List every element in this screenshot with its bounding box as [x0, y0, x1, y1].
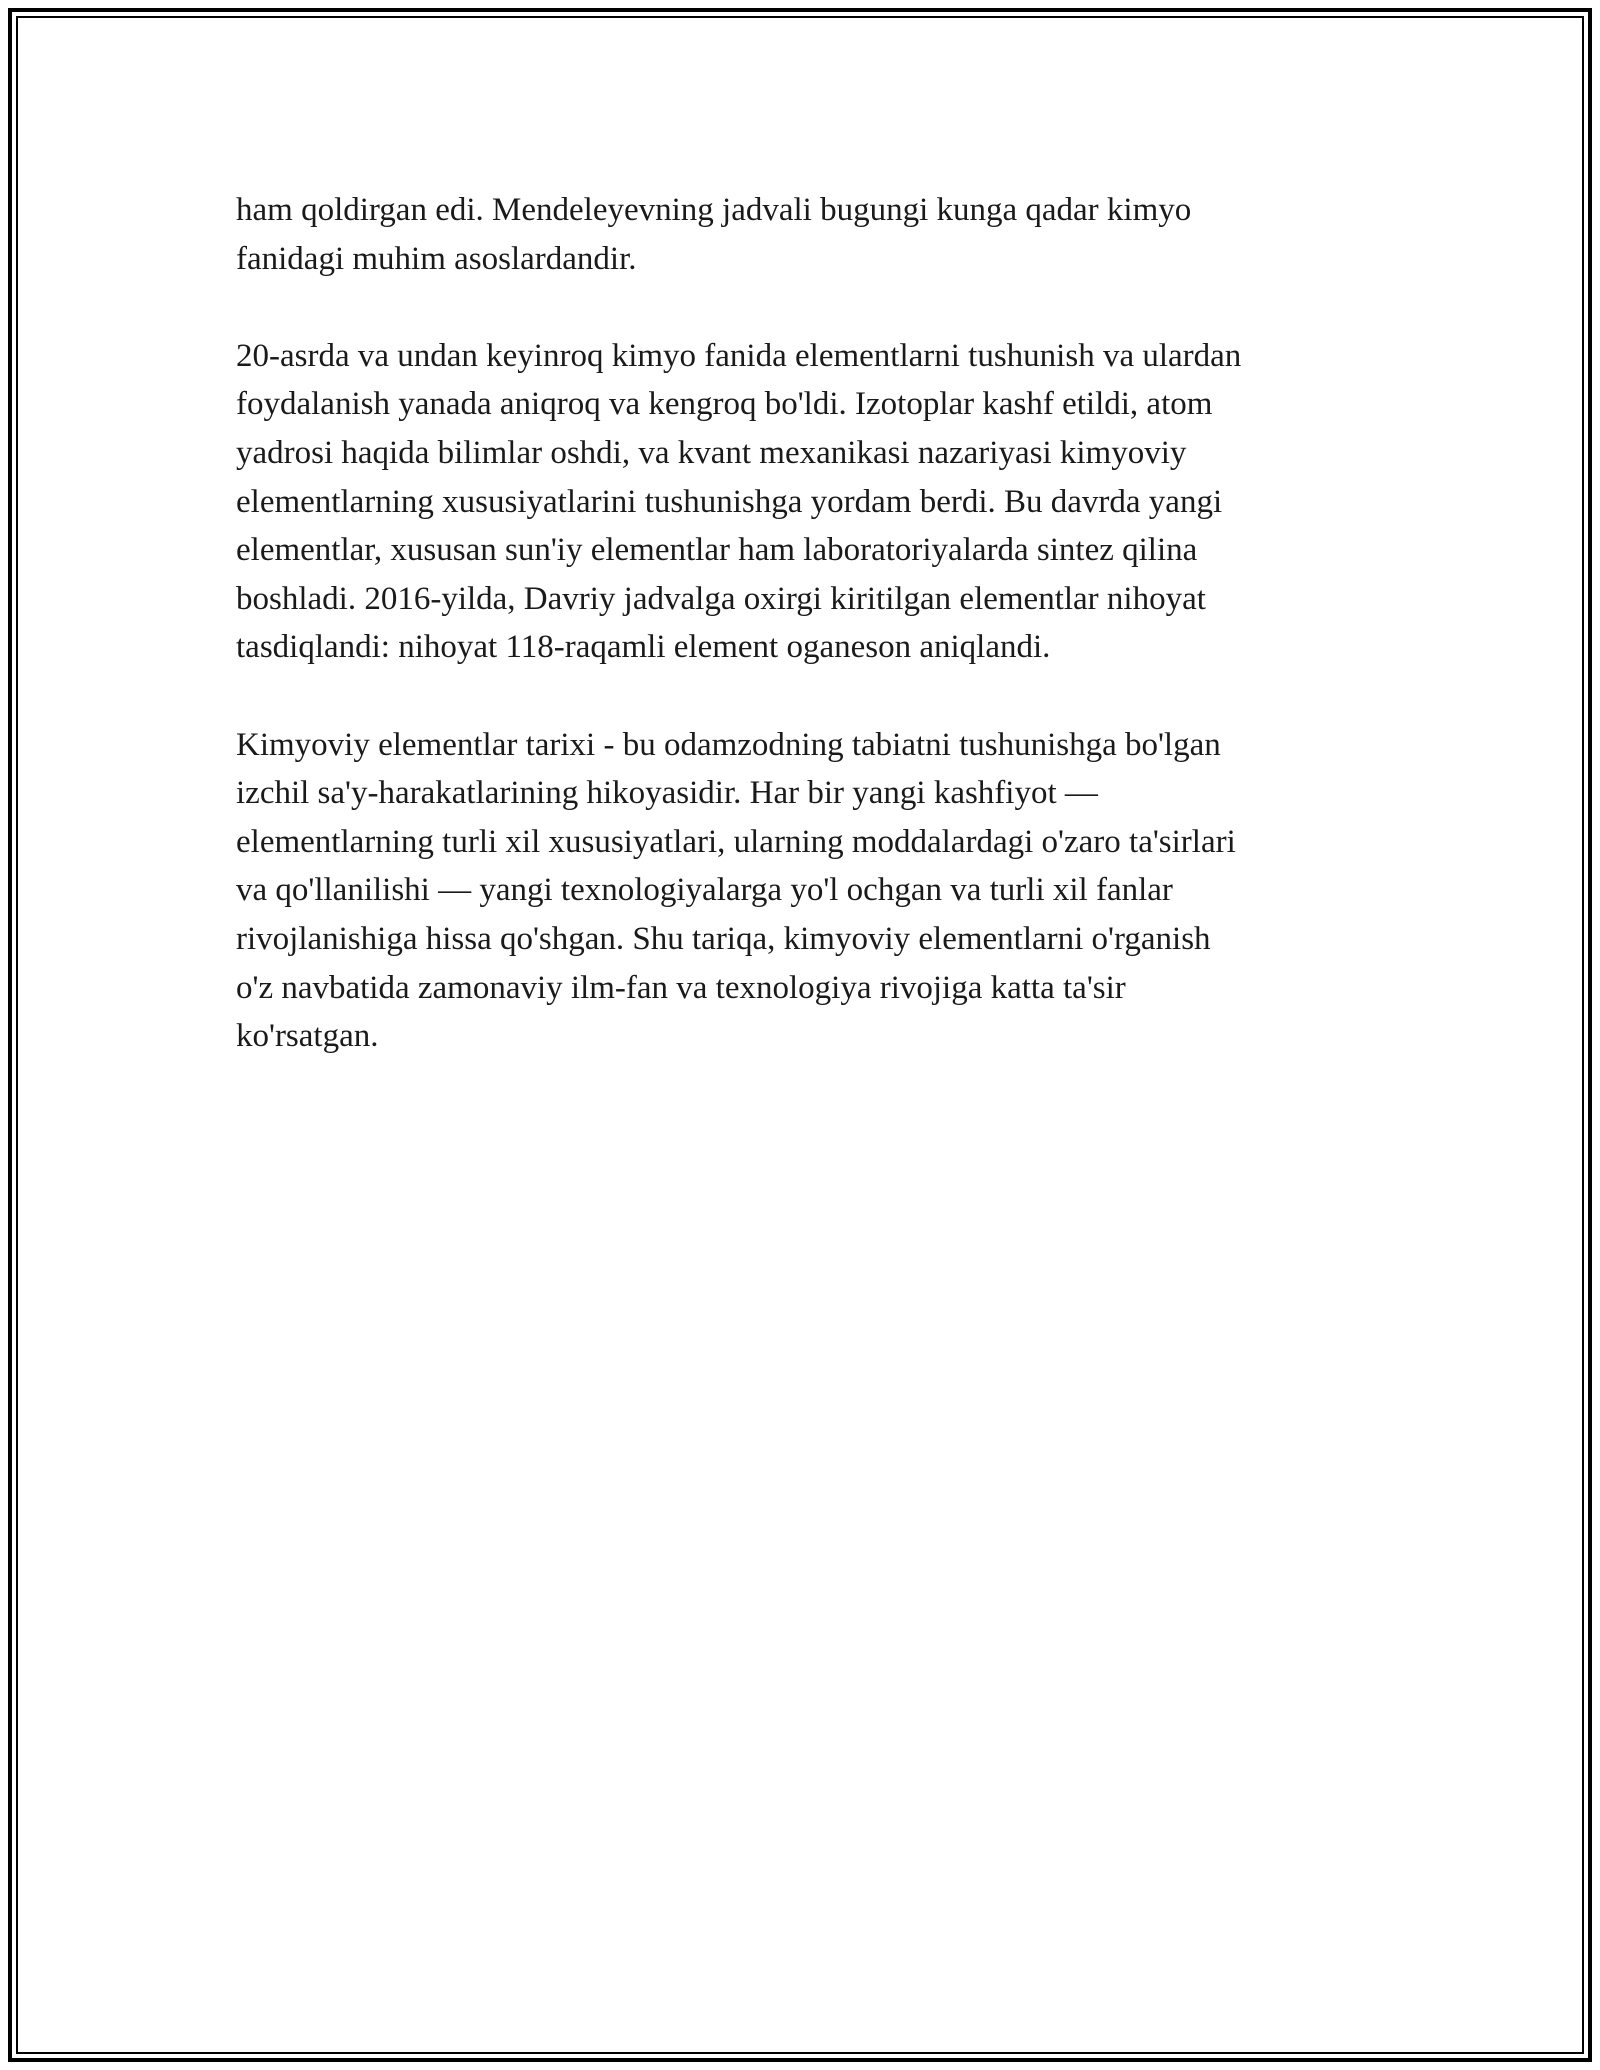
paragraph-mendeleyev-table: ham qoldirgan edi. Mendeleyevning jadvali bugungi kunga qadar kimyo fanidagi muhim asoslardandir. [236, 192, 1192, 277]
paragraph-20th-century: 20-asrda va undan keyinroq kimyo fanida elementlarni tushunish va ulardan foydalanish yanada aniqroq va kengroq bo'ldi. Izotoplar kashf etildi, atom yadrosi haqida bilimlar oshdi, va kvant mexanikasi nazariyasi kimyoviy elementlarning xususiyatlarini tushunishga yordam berdi. Bu davrda yangi elementlar, xususan sun'iy elementlar ham laboratoriyalarda sintez qilina boshladi. 2016-yilda, Davriy jadvalga oxirgi kiritilgan elementlar nihoyat tasdiqlandi: nihoyat 118-raqamli element oganeson aniqlandi. [236, 337, 1242, 666]
document-body [236, 186, 1376, 1109]
paragraph-history-summary: Kimyoviy elementlar tarixi - bu odamzodning tabiatni tushunishga bo'lgan izchil sa'y-harakatlarining hikoyasidir. Har bir yangi kashfiyot — elementlarning turli xil xususiyatlari, ularning moddalardagi o'zaro ta'sirlari va qo'llanilishi — yangi texnologiyalarga yo'l ochgan va turli xil fanlar rivojlanishiga hissa qo'shgan. Shu tariqa, kimyoviy elementlarni o'rganish o'z navbatida zamonaviy ilm-fan va texnologiya rivojiga katta ta'sir ko'rsatgan. [236, 726, 1236, 1055]
